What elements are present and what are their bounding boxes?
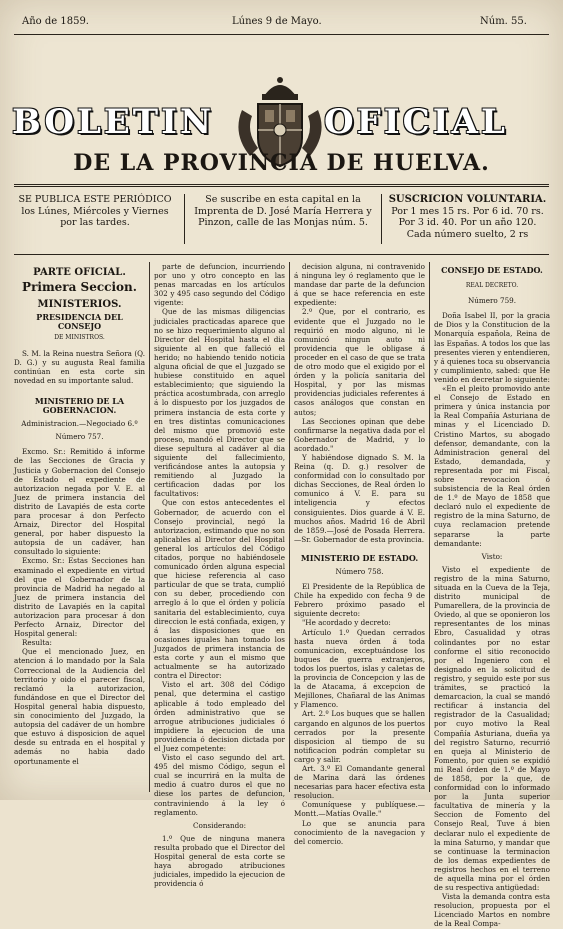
prices-line-2: Por 3 id. 40. Por un año 120. (398, 217, 537, 228)
paragraph: Artículo 1.º Quedan cerrados hasta nueva órden á toda comunicacion, exceptuándose los buques de guerra extranjeros, todos los puertos, islas y caletas de la provincia de Concepcion y las de la de Atacama, á excepcion de Mejillones, Chañaral de las Animas y Flamenco. (294, 627, 425, 710)
paragraph: 1.º Que de ninguna manera resulta probado que el Director del Hospital general de esta corte se haya abrogado atribuciones judiciales, impedido la ejecucion de providencia ó (154, 833, 285, 889)
top-line (0, 0, 563, 34)
presidency-subheading: DE MINISTROS. (54, 334, 105, 342)
paragraph: Y habiéndose dignado S. M. la Reina (q. D. g.) resolver de conformidad con lo consultado por dichas Secciones, de Real órden lo comunico á V. E. para su inteligencia y efectos consiguientes. Dios guarde á V. E. muchos años. Madrid 16 de Abril de 1859.—José de Posada Herrera.—Sr. Gobernador de esta provincia. (294, 452, 425, 544)
presidency-heading: PRESIDENCIA DEL CONSEJO (36, 312, 123, 332)
paragraph: Que el mencionado Juez, en atencion á lo mandado por la Sala Correccional de la Audiencia del territorio y oido el parecer fiscal, reclamó la autorizacion, fundándose en que el Director del Hospital general habia dispuesto, sin conocimiento del Juzgado, la autopsia del cadáver de un hombre que estuvo á disposicion de aquel desde su entrada en el hospital y además no habia dado oportunamente el (14, 647, 145, 766)
publication-schedule: SE PUBLICA ESTE PERIÓDICO los Lúnes, Miércoles y Viernes por las tardes. (18, 194, 172, 228)
visto-label: Visto: (481, 551, 503, 561)
paragraph: Visto el art. 308 del Código penal, que determina el castigo aplicable á todo empleado del órden administrativo que se arrogue atribuciones judiciales ó impidiere la ejecucion de una providencia ó decision dictada por el Juez competente: (154, 680, 285, 753)
issue-date: Lúnes 9 de Mayo. (232, 16, 322, 27)
info-rule (14, 254, 549, 255)
prices-line-1: Por 1 mes 15 rs. Por 6 id. 70 rs. (391, 205, 544, 217)
info-bar (14, 190, 549, 250)
first-section-heading: Primera Seccion. (22, 280, 137, 295)
masthead-title (12, 102, 552, 142)
paragraph: Vista la demanda contra esta resolucion, propuesta por el Licenciado Martos en nombre de la Real Compa- (434, 892, 550, 929)
subscription-prices (386, 194, 549, 240)
paragraph: Visto el caso segundo del art. 495 del mismo Código, segun el cual se incurrirá en la multa de medio á cuatro duros el que no diese los partes de defuncion, contraviniendo á la ley ó reglamento. (154, 753, 285, 817)
subscription-title: SUSCRICION VOLUNTARIA. (388, 194, 547, 205)
paragraph: Lo que se anuncia para conocimiento de la navegacion y del comercio. (294, 818, 425, 846)
number-label: Número 757. (55, 432, 104, 442)
council-heading: CONSEJO DE ESTADO. (441, 265, 543, 275)
number-label: Número 759. (467, 296, 517, 306)
paragraph: "He acordado y decreto: (302, 618, 391, 628)
considering-label: Considerando: (193, 820, 246, 830)
issue-year: Año de 1859. (22, 16, 89, 27)
paragraph: Art. 3.º El Comandante general de Marina dará las órdenes necesarias para hacer efectiva esta resolucion. (294, 763, 425, 801)
paragraph: 2.º Que, por el contrario, es evidente que el Juzgado no le requirió en modo alguno, ni le comunicó ningun auto ni providencia que le obligase á proceder en el caso de que se trata de otro modo que el exigido por el órden y la policía sanitaria del Hospital, y por las mismas providencias judiciales referentes á casos análogos que constan en autos; (294, 307, 425, 417)
official-part-heading: PARTE OFICIAL. (33, 267, 126, 278)
column-divider (429, 262, 430, 792)
province-title: DE LA PROVINCIA DE HUELVA. (73, 150, 490, 176)
subscription-place: Se suscribe en esta capital en la Imprenta de D. José María Herrera y Pinzon, calle de las Monjas núm. 5. (184, 194, 382, 244)
royal-decree-heading: REAL DECRETO. (465, 282, 519, 290)
single-issue-price: Cada número suelto, 2 rs (406, 228, 529, 240)
masthead-rule (14, 184, 549, 187)
paragraph: «En el pleito promovido ante el Consejo de Estado en primera y única instancia por la Real Compañía Asturiana de minas y el Licenciado D. Cristino Martos, su abogado defensor, demandante, con la Administracion general del Estado, demandada, y representada por mi Fiscal, sobre revocacion ó subsistencia de la Real órden de 1.º de Mayo de 1858 que declaró nulo el expediente de registro de la mina Saturno, de cuya reclamacion pretende separarse la parte demandante: (434, 384, 550, 548)
paragraph: Que con estos antecedentes el Gobernador, de acuerdo con el Consejo provincial, negó la autorizacion, estimando que no son aplicables al Director del Hospital general los artículos del Código citados, porque no habiéndosele comunicado órden alguna especial que hiciese referencia al caso particular de que se trata, cumplió con su deber, procediendo con arreglo á lo que el órden y policía sanitaria del establecimiento, cuya direccion le está confiada, exigen, y á las disposiciones que en ocasiones iguales han tomado los Juzgados de primera instancia de esta corte y aun el mismo que actualmente se ha autorizado contra el Director: (154, 498, 285, 681)
masthead-word-oficial: OFICIAL (324, 102, 508, 142)
negotiated-label: Administracion.—Negociado 6.º (21, 419, 138, 429)
paragraph: El Presidente de la República de Chile ha expedido con fecha 9 de Febrero próximo pasado el siguiente decreto: (294, 582, 425, 619)
paragraph: Art. 2.º Los buques que se hallen cargando en algunos de los puertos cerrados por la presente disposicion al tiempo de su notificacion podrán completar su cargo y salir. (294, 709, 425, 764)
paragraph: Comuníquese y publíquese.—Montt.—Matías Ovalle." (294, 800, 425, 819)
column-divider (289, 262, 290, 792)
column-3 (294, 262, 425, 846)
ministry-gobernacion-heading: MINISTERIO DE LA GOBERNACION. (34, 395, 125, 416)
paragraph: Las Secciones opinan que debe confirmarse la negativa dada por el Gobernador de Madrid, y lo acordado." (294, 416, 425, 453)
paragraph: parte de defuncion, incurriendo por uno y otro concepto en las penas marcadas en los artículos 302 y 495 caso segundo del Código vigente: (154, 262, 285, 308)
column-4 (434, 262, 550, 929)
paragraph: S. M. la Reina nuestra Señora (Q. D. G.) y su augusta Real familia continúan en esta corte sin novedad en su importante salud. (14, 348, 145, 385)
paragraph: Visto el expediente de registro de la mina Saturno, situada en la Cueva de la Teja, distrito municipal de Pumarellera, de la provincia de Oviedo, al que se oponieron los representantes de los minas Ebro, Casualidad y otras colindantes por no estar conforme el sitio reconocido por el Ingeniero con el designado en la solicitud de registro, y seguido este por sus trámites, se practicó la demarcacion, la cual se mandó rectificar á instancia del registrador de la Casualidad; por cuyo motivo la Real Compañía Asturiana, dueña ya del registro Saturno, recurrió en queja al Ministerio de Fomento, por quien se expidió mi Real órden de 1.º de Mayo de 1858, por la que, de conformidad con lo informado por la Junta superior facultativa de minería y la Seccion de Fomento del Consejo Real, Tuve á bien declarar nulo el expediente de la mina Saturno, y mandar que se continuase la terminacion de los demas expedientes de registros hechos en el terreno de aquella mina por el órden de su respectiva antigüedad: (434, 564, 550, 893)
column-1 (14, 262, 145, 792)
number-label: Número 758. (335, 567, 384, 576)
top-rule (14, 34, 549, 35)
paragraph: Que de las mismas diligencias judiciales practicadas aparece que no se hizo requerimiento alguno al Director del Hospital hasta el dia siguiente al en que falleció el herido; no habiendo tenido noticia alguna oficial de que el Juzgado se hubiese constituido en aquel establecimiento; que siguiendo la práctica acostumbrada, con arreglo á lo dispuesto por los juzgados de primera instancia de esta corte y en tres distintas comunicaciones del mismo que promovió este proceso, mandó el Director que se diese sepultura al cadáver al dia siguiente del fallecimiento, verificándose antes la autopsia y remitiendo al Juzgado la certificacion dadas por los facultativos: (154, 307, 285, 499)
paragraph: Doña Isabel II, por la gracia de Dios y la Constitucion de la Monarquía española, Reina de las Españas. A todos los que las presentes vieren y entendieren, y á quienes toca su observancia y cumplimiento, sabed: que He venido en decretar lo siguiente: (434, 311, 550, 384)
column-2 (154, 262, 285, 889)
paragraph: Resulta: (22, 638, 52, 648)
paragraph: Excmo. Sr.: Estas Secciones han examinado el expediente en virtud del que el Gobernador de la provincia de Madrid ha negado al Juez de primera instancia del distrito de Lavapiés en la capital autorizacion para procesar á don Perfecto Arnaiz, Director del Hospital general: (14, 556, 145, 639)
paragraph: Excmo. Sr.: Remitido á informe de las Secciones de Gracia y Justicia y Gobernacion del Consejo de Estado el expediente de autorizacion negada por V. E. al Juez de primera instancia del distrito de Lavapiés de esta corte para procesar á don Perfecto Arnaiz, Director del Hospital general, por haber dispuesto la autopsia de un cadáver, han consultado lo siguiente: (14, 447, 145, 557)
paragraph: decision alguna, ni contravenido á ninguna ley ó reglamento que le mandase dar parte de la defuncion á que se hace referencia en este expediente: (294, 262, 425, 308)
masthead-word-boletin: BOLETIN (12, 102, 215, 142)
ministry-estado-heading: MINISTERIO DE ESTADO. (300, 552, 419, 563)
column-divider (149, 262, 150, 792)
issue-number: Núm. 55. (480, 16, 527, 27)
ministries-heading: MINISTERIOS. (37, 299, 122, 311)
